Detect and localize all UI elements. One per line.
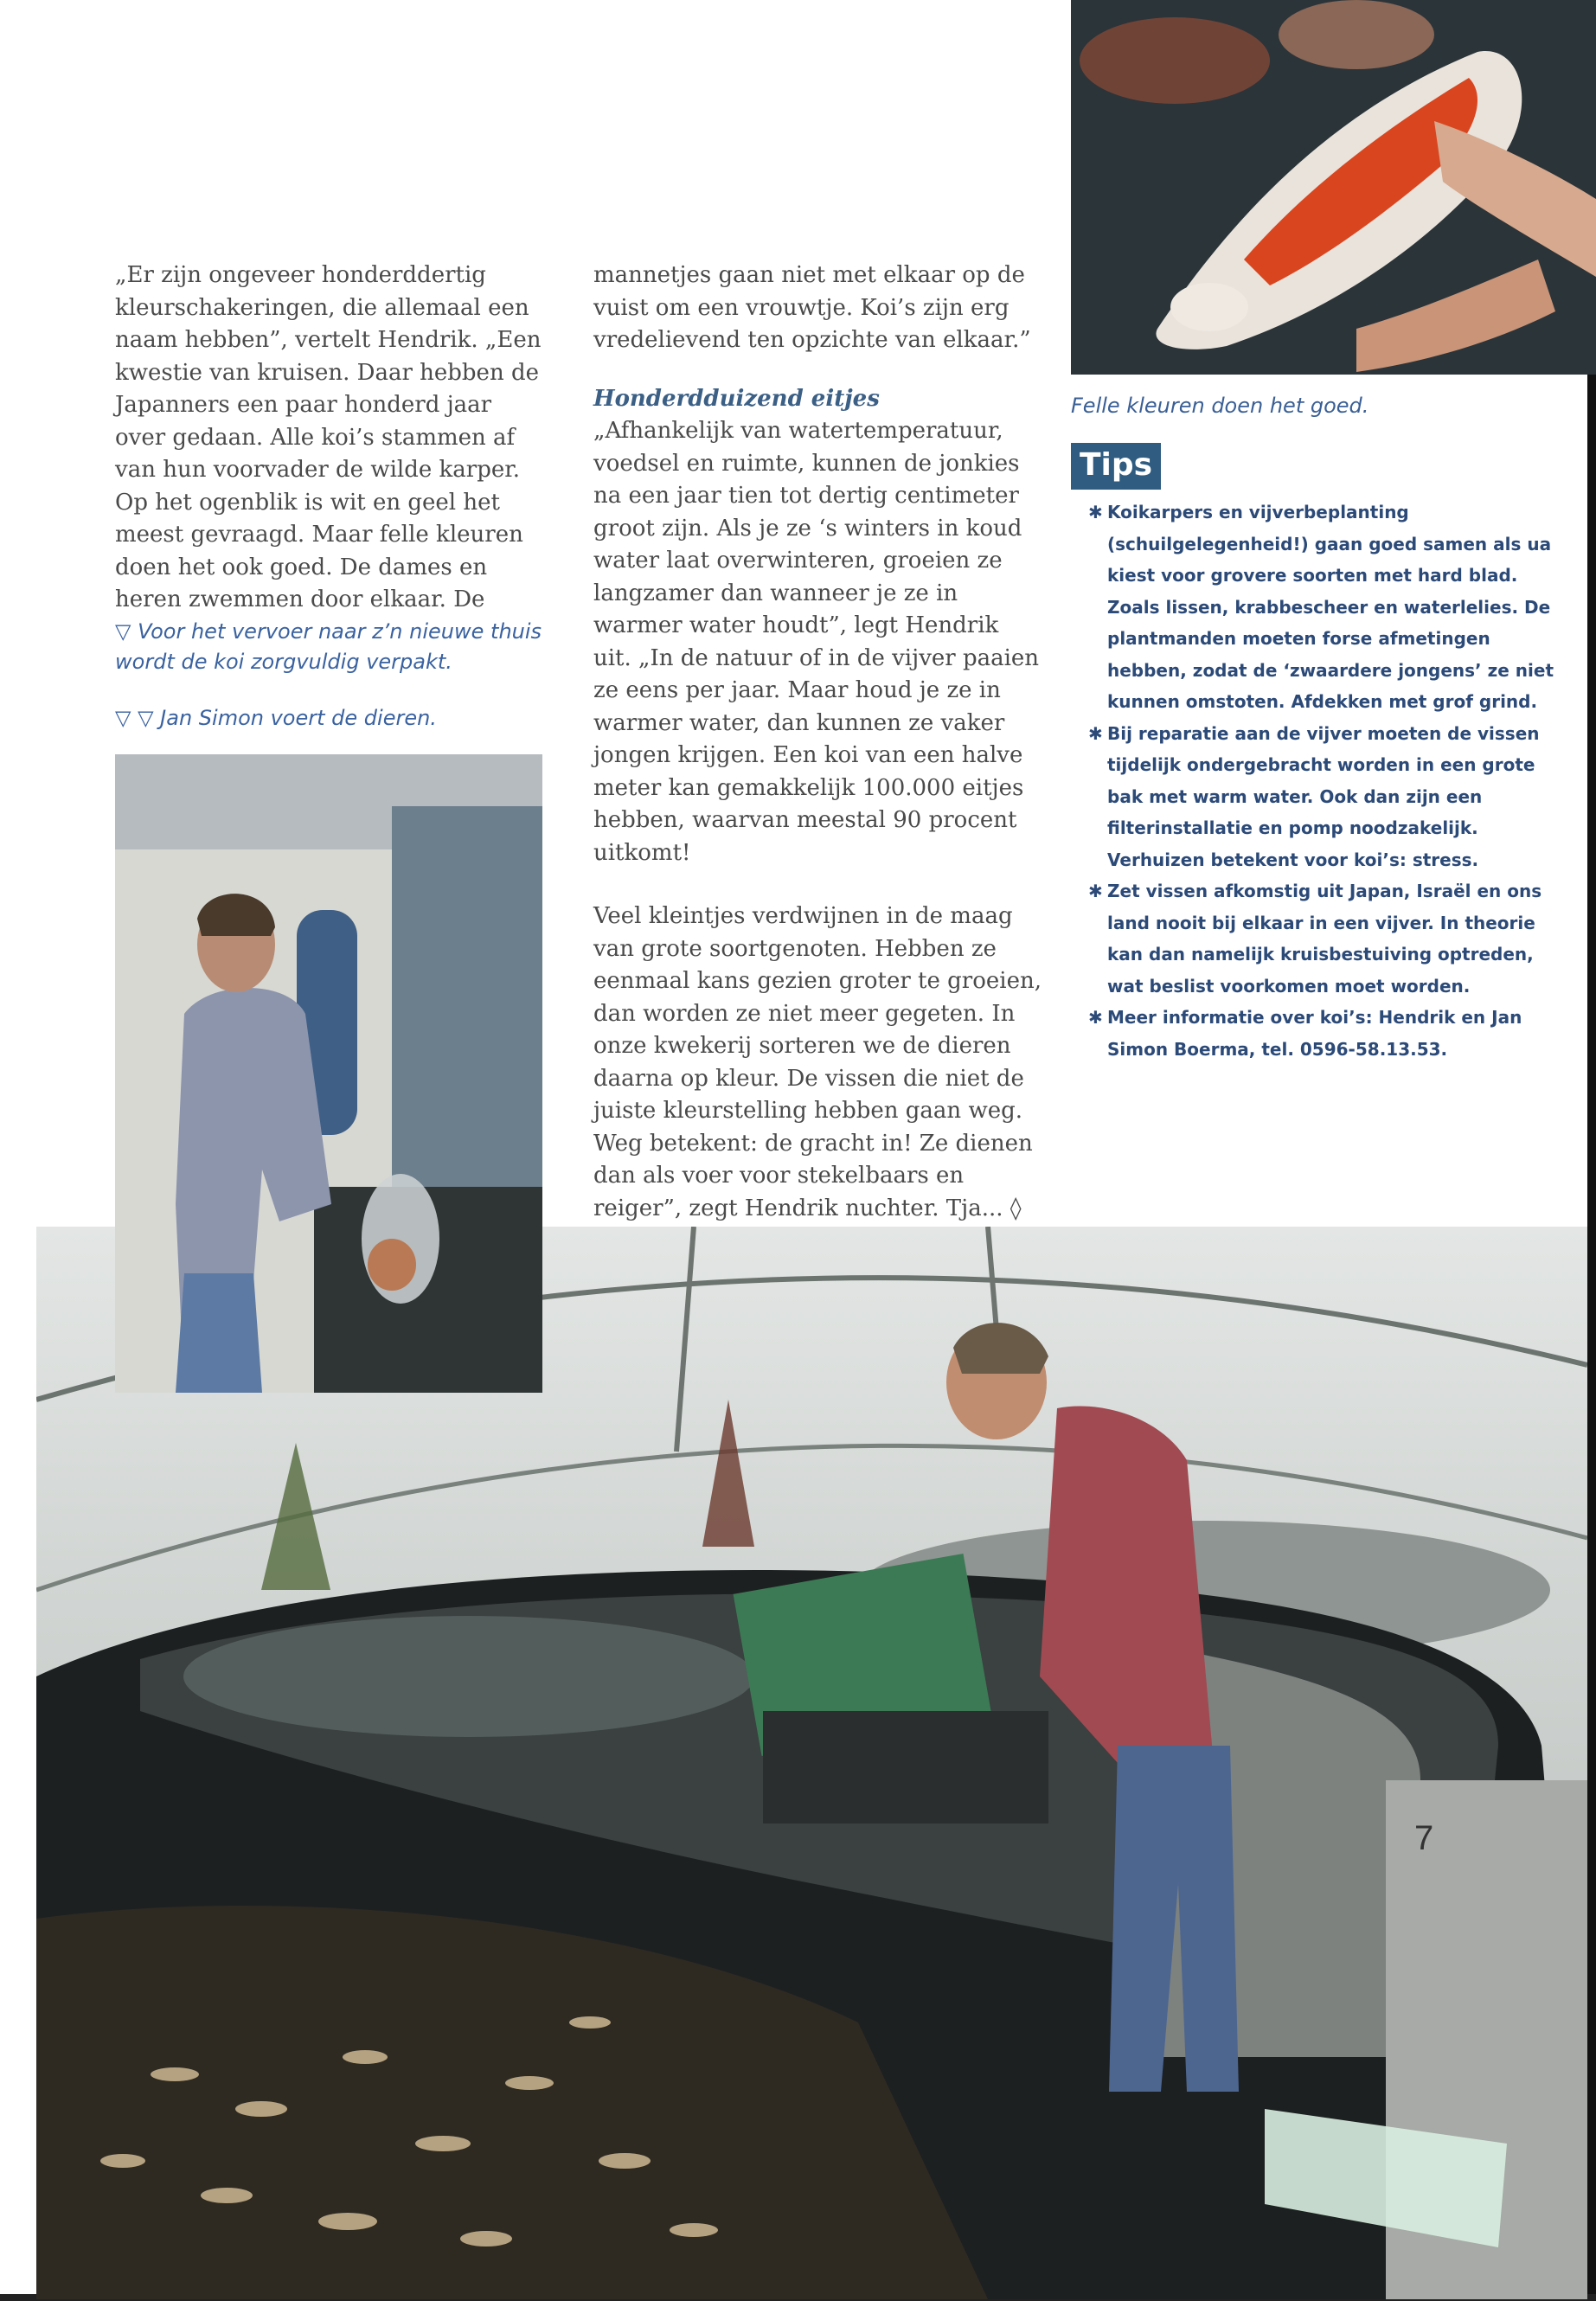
tank-number-label: 7	[1414, 1819, 1434, 1857]
koi-held-in-hands-photo	[1071, 0, 1596, 375]
tip-item: ✱ Bij reparatie aan de vijver moeten de vissen tijdelijk ondergebracht worden in een grote bak met warm water. Ook dan zijn een filterinstallatie en pomp noodzakelijk. Verhuizen betekent voor koi’s: stress.	[1071, 718, 1555, 876]
asterisk-icon: ✱	[1088, 722, 1103, 744]
tips-label: Tips	[1071, 443, 1161, 490]
article-paragraph: „Afhankelijk van watertemperatuur, voedsel en ruimte, kunnen de jonkies na een jaar tien tot dertig centimeter groot zijn. Als je ze ‘s winters in koud water laat overwinteren, groeien ze langzamer dan wanneer je ze in warmer water houdt”, legt Hendrik uit. „In de natuur of in de vijver paaien ze eens per jaar. Maar houd je ze in warmer water, dan kunnen ze vaker jongen krijgen. Een koi van een halve meter kan gemakkelijk 100.000 eitjes hebben, waarvan meestal 90 procent uitkomt!	[593, 418, 1040, 866]
tip-item: ✱ Zet vissen afkomstig uit Japan, Israël en ons land nooit bij elkaar in een vijver. In theorie kan dan namelijk kruisbestuiving optreden, wat beslist voorkomen moet worden.	[1071, 875, 1555, 1002]
asterisk-icon: ✱	[1088, 502, 1103, 522]
tip-item: ✱ Meer informatie over koi’s: Hendrik en Jan Simon Boerma, tel. 0596-58.13.53.	[1071, 1002, 1555, 1065]
article-column-1	[115, 260, 548, 617]
article-paragraph: Veel kleintjes verdwijnen in de maag van grote soortgenoten. Hebben ze eenmaal kans gezien groter te groeien, dan worden ze niet meer gegeten. In onze kwekerij sorteren we de dieren daarna op kleur. De vissen die niet de juiste kleurstelling hebben gaan weg. Weg betekent: de gracht in! Ze dienen dan als voer voor stekelbaars en reiger”, zegt Hendrik nuchter. Tja... ◊	[593, 903, 1042, 1221]
caption-feeding: ▽ ▽ Jan Simon voert de dieren.	[115, 706, 437, 730]
caption-koi-photo: Felle kleuren doen het goed.	[1071, 394, 1369, 418]
asterisk-icon: ✱	[1088, 1007, 1103, 1028]
article-paragraph: „Er zijn ongeveer honderddertig kleurschakeringen, die allemaal een naam hebben”, vertelt Hendrik. „Een kwestie van kruisen. Daar hebben de Japanners een paar honderd jaar over gedaan. Alle koi’s stammen af van hun voorvader de wilde karper. Op het ogenblik is wit en geel het meest gevraagd. Maar felle kleuren doen het ook goed. De dames en heren zwemmen door elkaar. De	[115, 262, 542, 612]
man-packing-koi-photo	[115, 754, 542, 1393]
caption-packing-koi: ▽ Voor het vervoer naar z’n nieuwe thuis wordt de koi zorgvuldig verpakt.	[115, 619, 542, 674]
inset-photo-illustration	[115, 754, 542, 1393]
tips-box	[1071, 443, 1555, 1065]
section-heading: Honderdduizend eitjes	[593, 385, 880, 412]
tip-item: ✱ Koikarpers en vijverbeplanting (schuilgelegenheid!) gaan goed samen als ua kiest voor grovere soorten met hard blad. Zoals lissen, krabbescheer en waterlelies. De plantmanden moeten forse afmetingen hebben, zodat de ‘zwaardere jongens’ ze niet kunnen omstoten. Afdekken met grof grind.	[1071, 497, 1555, 718]
article-column-2	[593, 260, 1043, 1225]
article-paragraph: mannetjes gaan niet met elkaar op de vuist om een vrouwtje. Koi’s zijn erg vredelievend ten opzichte van elkaar.”	[593, 262, 1031, 353]
tips-list	[1071, 497, 1555, 1065]
asterisk-icon: ✱	[1088, 881, 1103, 901]
koi-photo-illustration	[1071, 0, 1596, 375]
